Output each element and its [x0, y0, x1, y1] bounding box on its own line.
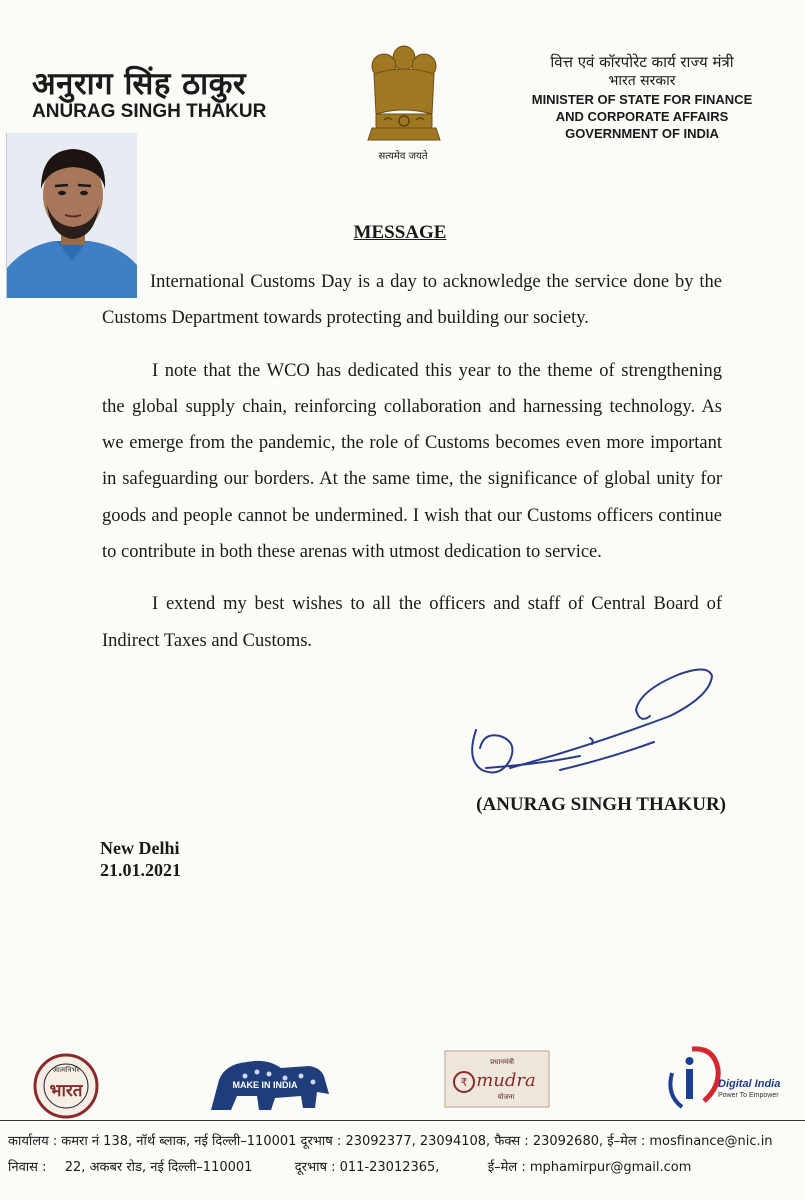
message-title: MESSAGE: [353, 222, 447, 243]
make-in-india-logo: [205, 1050, 335, 1116]
bharat-ring-text: आत्मनिर्भर: [52, 1066, 80, 1074]
mudra-text: mudra: [476, 1070, 536, 1091]
designation-english-line-1: MINISTER OF STATE FOR FINANCE: [531, 92, 753, 107]
office-address-line: [8, 1131, 803, 1149]
mudra-sub-text: योजना: [497, 1093, 515, 1101]
mudra-top-text: प्रधानमंत्री: [490, 1058, 514, 1066]
digital-india-tagline: Power To Empower: [718, 1092, 779, 1099]
residence-phone: 011-23012365,: [339, 1160, 440, 1175]
message-paragraph-2: I note that the WCO has dedicated this year to the theme of strengthening the global supply chain, reinforcing collaboration and harnessing technology. As we emerge from the pandemic, the role of Customs becomes even more important in safeguarding our borders. At the same time, the significance of global unity for goods and people cannot be undermined. I wish that our Customs officers continue to contribute in both these arenas with utmost dedication to service.: [102, 360, 722, 563]
date: 21.01.2021: [100, 860, 181, 880]
atmanirbhar-bharat-logo: [30, 1052, 102, 1120]
residence-email-label: ई–मेल :: [487, 1160, 526, 1175]
signatory-name: (ANURAG SINGH THAKUR): [476, 794, 726, 815]
place: New Delhi: [100, 838, 180, 858]
designation-hindi-line-1: वित्त एवं कॉरपोरेट कार्य राज्य मंत्री: [550, 53, 734, 71]
svg-text:₹: ₹: [460, 1076, 468, 1089]
office-fax: 23092680,: [532, 1134, 604, 1149]
residence-address: 22, अकबर रोड, नई दिल्ली–110001: [64, 1160, 253, 1175]
office-phone-label: दूरभाष :: [300, 1134, 342, 1149]
designation-block: [512, 52, 772, 142]
message-paragraph-1: International Customs Day is a day to acknowledge the service done by the Customs Department towards protecting and building our society.: [102, 272, 722, 329]
residence-label: निवास :: [8, 1160, 47, 1175]
office-phone: 23092377, 23094108,: [345, 1134, 491, 1149]
office-fax-label: फैक्स :: [494, 1134, 529, 1149]
minister-name-hindi: अनुराग सिंह ठाकुर: [32, 66, 247, 102]
residence-phone-label: दूरभाष :: [294, 1160, 336, 1175]
message-body: [102, 264, 722, 675]
designation-hindi-line-2: भारत सरकार: [608, 73, 676, 89]
mudra-logo: [444, 1050, 550, 1108]
residence-email: mphamirpur@gmail.com: [529, 1160, 692, 1175]
handwritten-signature: [440, 660, 740, 790]
digital-india-logo: [662, 1043, 792, 1113]
digital-india-text: Digital India: [718, 1078, 781, 1090]
message-paragraph-3: I extend my best wishes to all the officers and staff of Central Board of Indirect Taxes and Customs.: [102, 594, 722, 651]
office-address: कमरा नं 138, नॉर्थ ब्लाक, नई दिल्ली–110001: [61, 1134, 297, 1149]
office-label: कार्यालय :: [8, 1134, 58, 1149]
national-emblem-icon: [362, 44, 446, 148]
bharat-logo-text: भारत: [49, 1081, 83, 1101]
designation-english-line-3: GOVERNMENT OF INDIA: [565, 126, 719, 141]
footer-divider: [0, 1120, 805, 1121]
designation-english-line-2: AND CORPORATE AFFAIRS: [555, 109, 729, 124]
residence-address-line: [8, 1157, 803, 1175]
office-email: mosfinance@nic.in: [649, 1134, 773, 1149]
emblem-motto: सत्यमेव जयते: [378, 151, 428, 162]
make-in-india-text: MAKE IN INDIA: [232, 1080, 298, 1090]
office-email-label: ई–मेल :: [607, 1134, 646, 1149]
minister-name-english: ANURAG SINGH THAKUR: [32, 101, 267, 122]
